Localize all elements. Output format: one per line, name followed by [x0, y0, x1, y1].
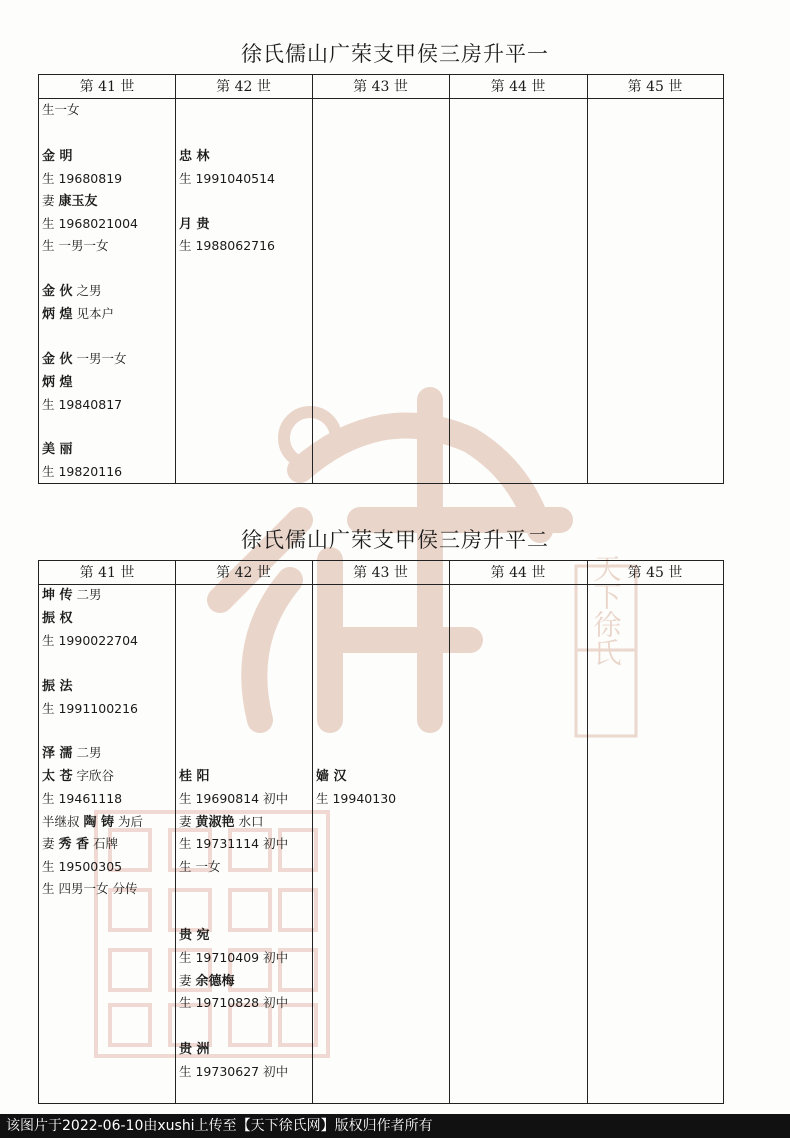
birth-date: 生 19731114 初中 [179, 836, 289, 851]
children-note: 生 四男一女 分传 [42, 881, 138, 896]
birth-date: 生 1968021004 [42, 216, 139, 231]
header-gen-41: 第 41 世 [79, 79, 135, 95]
person-name: 坤 传 二男 [42, 587, 102, 603]
person-name: 太 苍 字欣谷 [42, 768, 115, 784]
birth-date: 生 19461118 [42, 791, 123, 806]
header-gen-44: 第 44 世 [490, 79, 546, 95]
column-divider [449, 75, 450, 483]
person-name: 炳 煌 [42, 375, 73, 390]
person-name: 振 权 [42, 611, 73, 626]
person-name: 月 贵 [179, 217, 210, 232]
genealogy-table-1 [38, 74, 724, 484]
adoption-note: 半继叔 陶 铸 为后 [42, 814, 143, 830]
header-gen-42: 第 42 世 [216, 79, 271, 95]
column-divider [175, 75, 176, 483]
person-name: 炳 煌 见本户 [42, 306, 115, 322]
birth-date: 生 1991100216 [42, 701, 139, 716]
column-divider [587, 561, 588, 1103]
table-1-header-row [39, 75, 723, 99]
header-gen-41: 第 41 世 [79, 565, 135, 581]
birth-date: 生 19710828 初中 [179, 995, 289, 1010]
birth-date: 生 19690814 初中 [179, 791, 289, 806]
spouse-entry: 妻 黄淑艳 水口 [179, 814, 264, 830]
person-name: 贵 洲 [179, 1042, 210, 1057]
spouse-entry: 妻 康玉友 [42, 193, 98, 209]
header-gen-43: 第 43 世 [353, 565, 408, 581]
column-divider [312, 561, 313, 1103]
column-divider [449, 561, 450, 1103]
genealogy-table-2 [38, 560, 724, 1104]
birth-date: 生 19680819 [42, 171, 123, 186]
birth-date: 生 19730627 初中 [179, 1064, 289, 1079]
person-name: 忠 林 [179, 149, 210, 164]
person-name: 金 伙 之男 [42, 283, 102, 299]
column-divider [312, 75, 313, 483]
column-divider [175, 561, 176, 1103]
header-gen-44: 第 44 世 [490, 565, 546, 581]
children-note: 生 一男一女 [42, 238, 109, 253]
birth-date: 生 1990022704 [42, 633, 139, 648]
table-2-title: 徐氏儒山广荣支甲侯三房升平二 [241, 528, 549, 552]
table-1-title: 徐氏儒山广荣支甲侯三房升平一 [241, 42, 549, 66]
birth-date: 生 19710409 初中 [179, 950, 289, 965]
birth-date: 生 19840817 [42, 397, 123, 412]
person-name: 振 法 [42, 679, 73, 694]
birth-date: 生 19820116 [42, 464, 123, 479]
spouse-entry: 妻 秀 香 石牌 [42, 836, 118, 852]
header-gen-45: 第 45 世 [627, 565, 683, 581]
person-name: 嫱 汉 [316, 769, 347, 784]
person-name: 金 伙 一男一女 [42, 351, 127, 367]
entry-text: 生一女 [42, 102, 80, 117]
person-name: 桂 阳 [179, 769, 210, 784]
upload-credit-footer: 该图片于2022-06-10由xushi上传至【天下徐氏网】版权归作者所有 [0, 1114, 790, 1138]
person-name: 金 明 [42, 149, 73, 164]
birth-date: 生 1988062716 [179, 238, 276, 253]
header-gen-43: 第 43 世 [353, 79, 408, 95]
header-gen-45: 第 45 世 [627, 79, 683, 95]
header-gen-42: 第 42 世 [216, 565, 271, 581]
birth-date: 生 19500305 [42, 859, 123, 874]
spouse-entry: 妻 余德梅 [179, 973, 235, 989]
column-divider [587, 75, 588, 483]
children-note: 生 一女 [179, 859, 221, 874]
person-name: 贵 宛 [179, 928, 210, 943]
table-2-header-row [39, 561, 723, 585]
watermark-logo-text: 天下徐氏 [589, 554, 623, 666]
person-name: 泽 濡 二男 [42, 745, 102, 761]
birth-date: 生 1991040514 [179, 171, 276, 186]
person-name: 美 丽 [42, 442, 73, 457]
birth-date: 生 19940130 [316, 791, 397, 806]
